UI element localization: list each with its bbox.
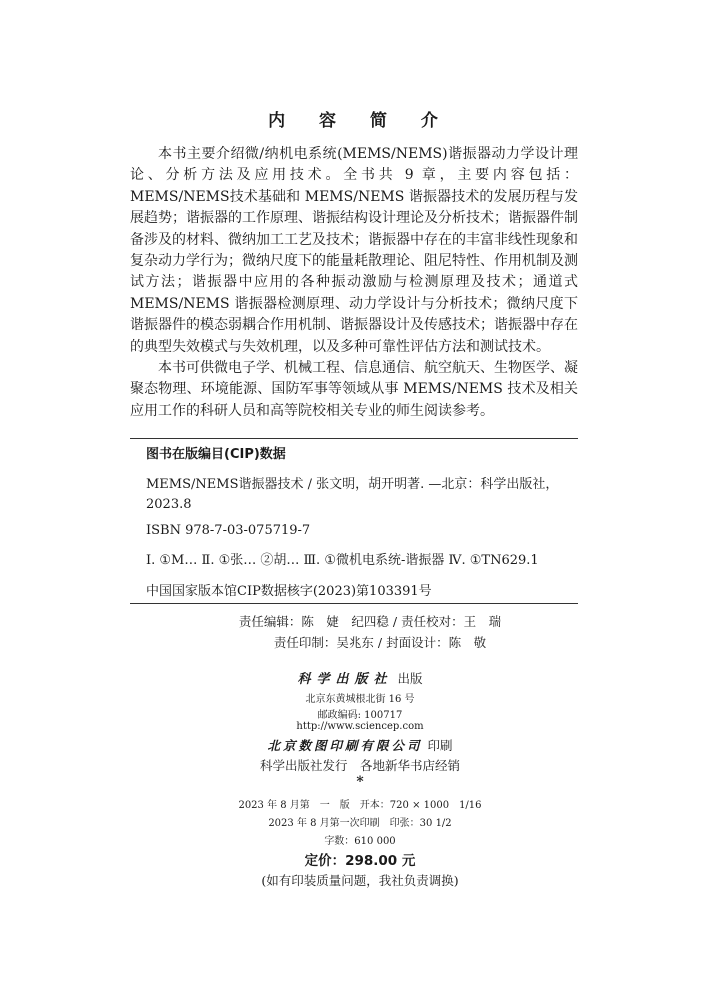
cip-isbn: ISBN 978-7-03-075719-7: [146, 523, 311, 538]
publisher-postcode: 邮政编码: 100717: [317, 710, 403, 721]
content-summary: [130, 144, 578, 422]
publisher-suffix: 出版: [397, 671, 423, 686]
cip-record-number: 中国国家版本馆CIP数据核字(2023)第103391号: [146, 584, 432, 599]
cip-title-line: MEMS/NEMS谐振器技术 / 张文明，胡开明著. —北京：科学出版社，: [146, 477, 559, 492]
publisher-logo-text: 科学出版社: [297, 672, 393, 687]
quality-notice: (如有印装质量问题，我社负责调换): [261, 873, 459, 888]
publisher-url: http://www.sciencep.com: [296, 721, 424, 732]
summary-paragraph-1: 本书主要介绍微/纳机电系统(MEMS/NEMS)谐振器动力学设计理论、分析方法及应用技术。全书共 9 章，主要内容包括：MEMS/NEMS技术基础和 MEMS/NEMS 谐振器技术的发展历程与发展趋势；谐振器的工作原理、谐振结构设计理论及分析技术；谐振器件制备涉及的材料、微纳加工工艺及技术；谐振器中存在的丰富非线性现象和复杂动力学行为；微纳尺度下的能量耗散理论、阻尼特性、作用机制及测试方法；谐振器中应用的各种振动激励与检测原理及技术；通道式 MEMS/NEMS 谐振器检测原理、动力学设计与分析技术；微纳尺度下谐振器件的模态弱耦合作用机制、谐振器设计及传感技术；谐振器中存在的典型失效模式与失效机理，以及多种可靠性评估方法和测试技术。: [130, 146, 578, 355]
cip-classification: Ⅰ. ①M… Ⅱ. ①张… ②胡… Ⅲ. ①微机电系统-谐振器 Ⅳ. ①TN629.1: [146, 553, 539, 568]
publisher-address: 北京东黄城根北街 16 号: [305, 694, 415, 705]
separator-star: *: [356, 774, 364, 790]
editor-credits: 责任编辑：陈 婕 纪四稳 / 责任校对：王 瑞: [238, 614, 502, 629]
printer-suffix: 印刷: [427, 738, 453, 753]
price: 定价：298.00 元: [304, 853, 416, 869]
word-count: 字数：610 000: [324, 836, 396, 847]
cip-data-box: [130, 438, 578, 604]
publisher-line: [0, 668, 720, 687]
printer-line: [0, 735, 720, 754]
cip-heading: 图书在版编目(CIP)数据: [146, 447, 286, 462]
page-title: 内 容 简 介: [268, 111, 452, 131]
printer-logo-text: 北京数图印刷有限公司: [267, 738, 423, 753]
edition-line: 2023 年 8 月第 一 版 开本：720 × 1000 1/16: [238, 800, 482, 811]
distribution-line: 科学出版社发行 各地新华书店经销: [259, 758, 460, 773]
summary-paragraph-2: 本书可供微电子学、机械工程、信息通信、航空航天、生物医学、凝聚态物理、环境能源、国防军事等领域从事 MEMS/NEMS 技术及相关应用工作的科研人员和高等院校相关专业的师生阅读参考。: [130, 360, 578, 419]
cip-year-line: 2023.8: [146, 497, 192, 512]
printing-line: 2023 年 8 月第一次印刷 印张：30 1/2: [268, 818, 452, 829]
production-credits: 责任印制：吴兆东 / 封面设计：陈 敬: [273, 635, 487, 650]
